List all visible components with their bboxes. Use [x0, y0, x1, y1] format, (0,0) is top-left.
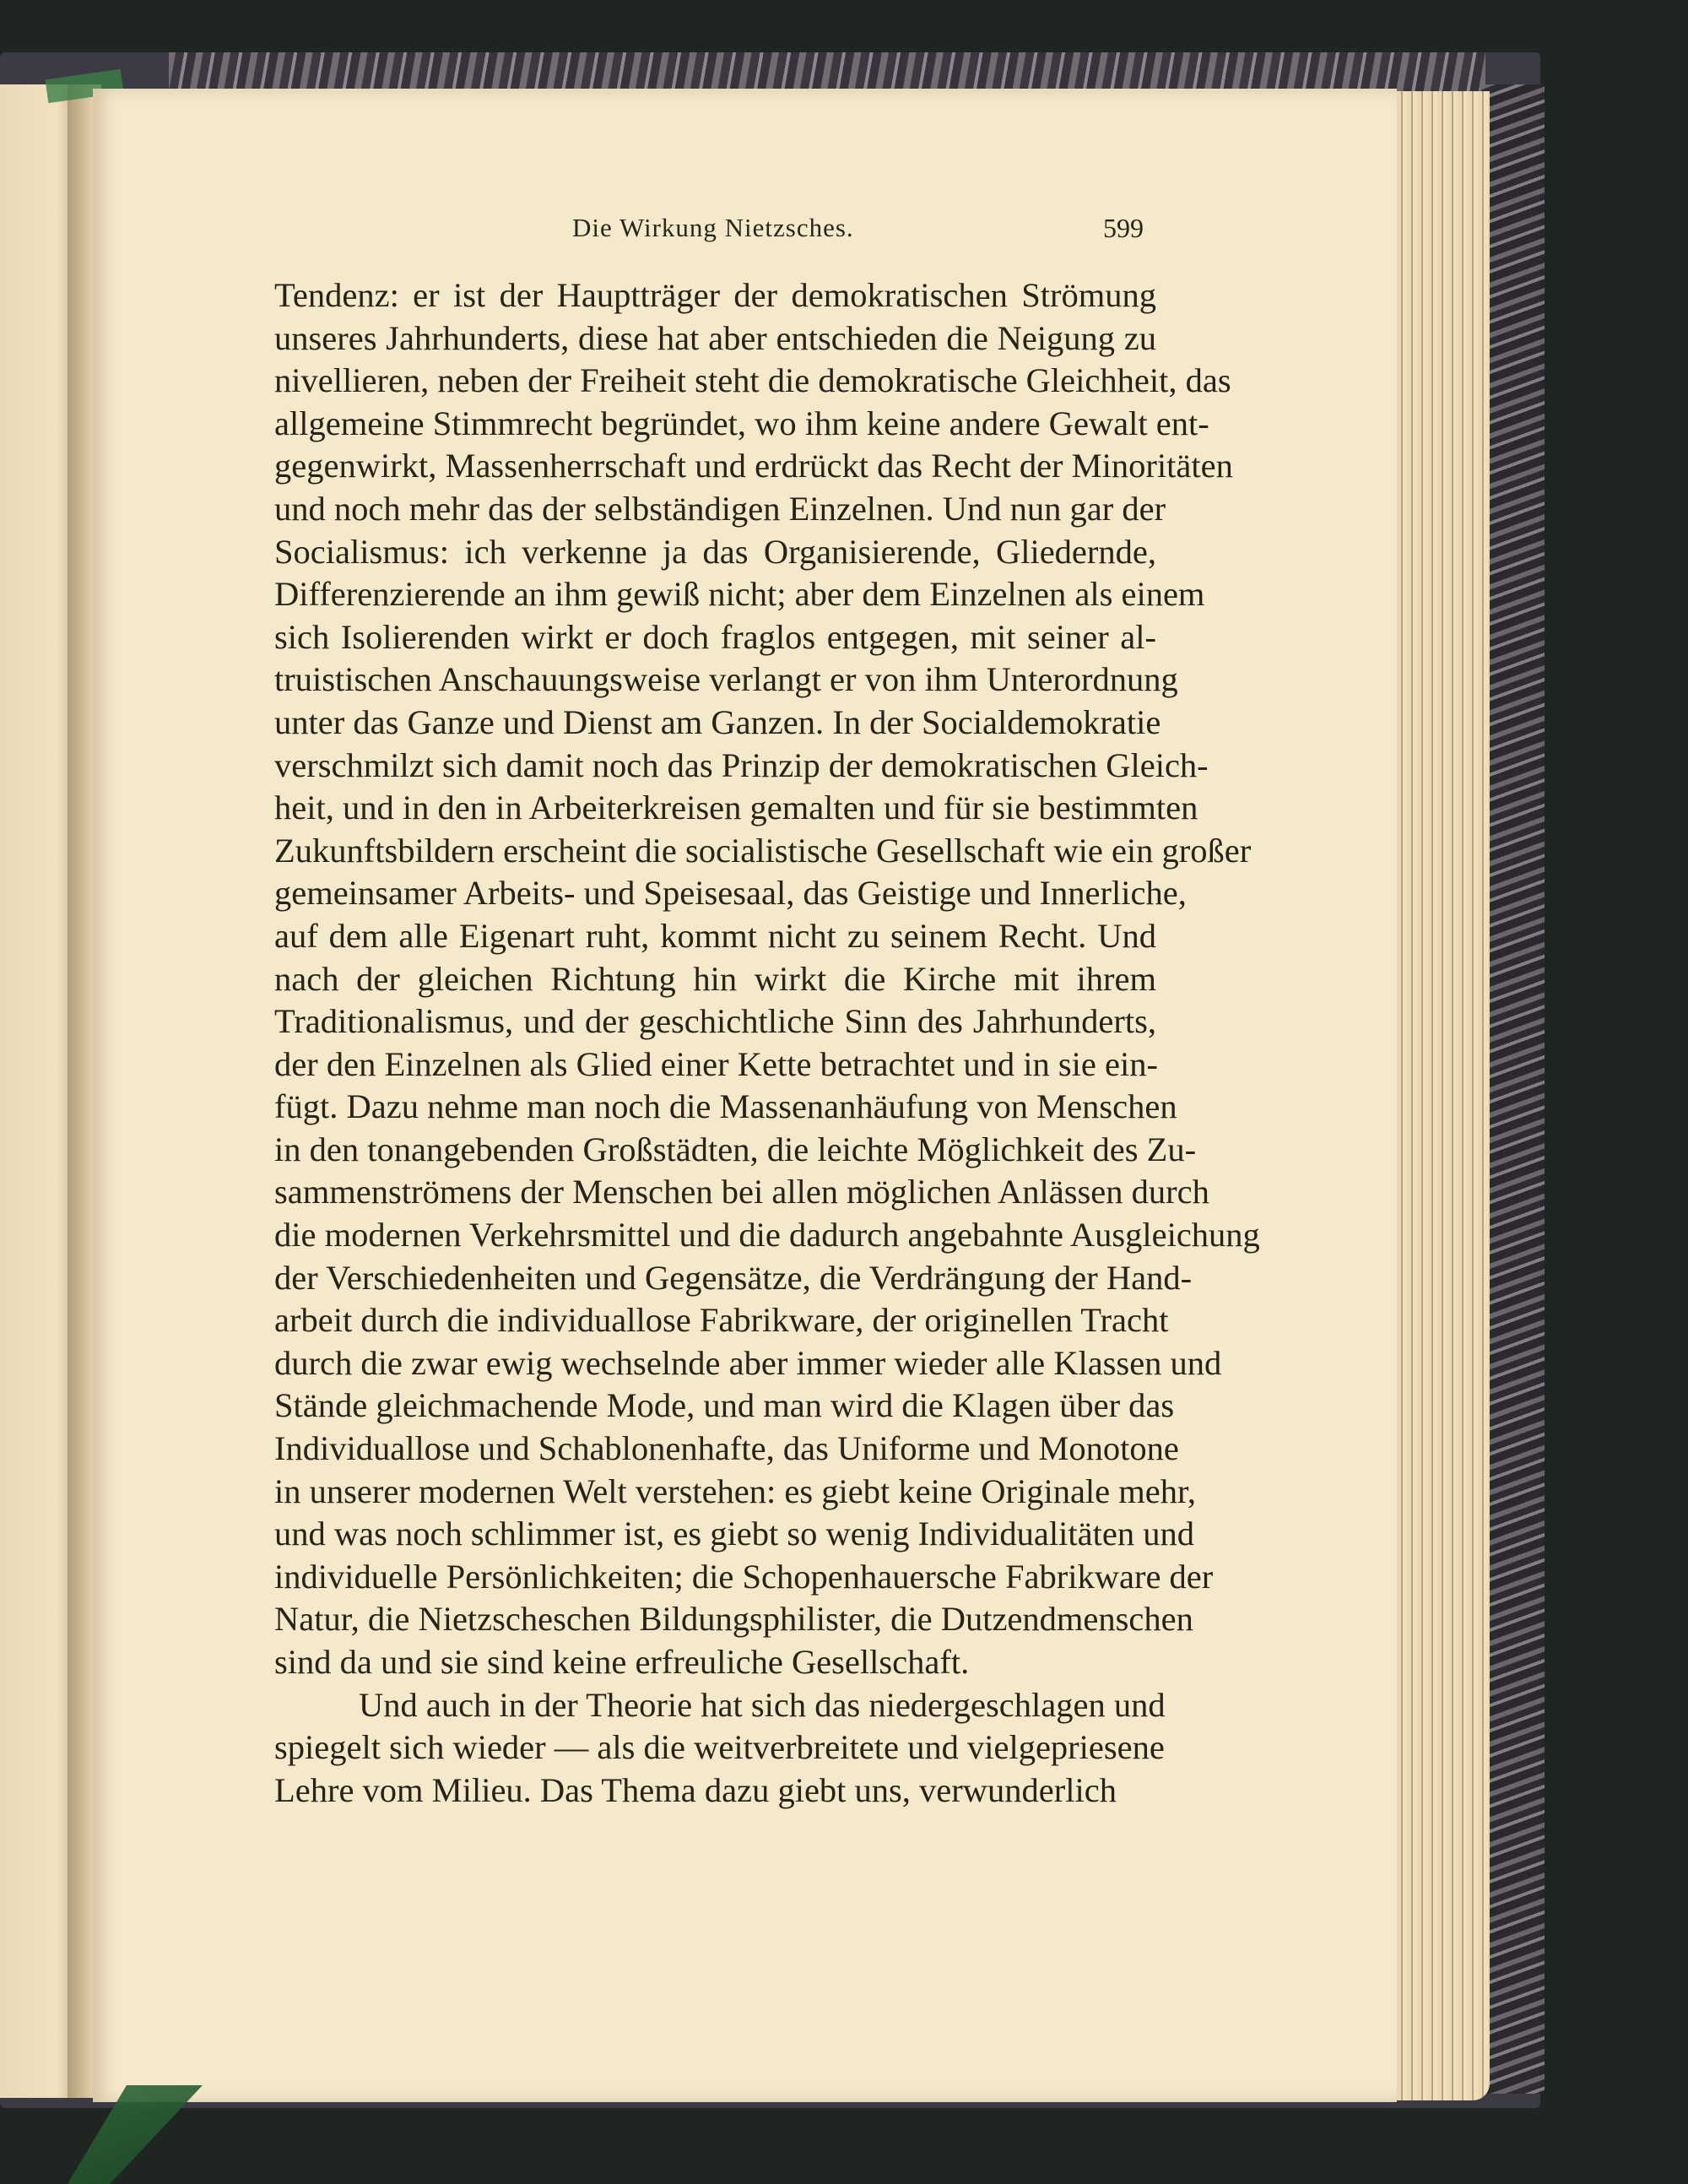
text-line: Zukunftsbildern erscheint die socialistische Gesellschaft wie ein großer: [274, 831, 1252, 870]
text-line: individuelle Persönlichkeiten; die Schopenhauersche Fabrikware der: [274, 1557, 1214, 1596]
text-line: fügt. Dazu nehme man noch die Massenanhäufung von Menschen: [274, 1087, 1177, 1126]
page-edges: [1397, 91, 1490, 2100]
text-line: nach der gleichen Richtung hin wirkt die Kirche mit ihrem: [274, 959, 1156, 998]
text-line: in den tonangebenden Großstädten, die leichte Möglichkeit des Zu-: [274, 1130, 1197, 1168]
cover-marbled-edge-right: [1481, 84, 1545, 2094]
text-line: der Verschiedenheiten und Gegensätze, die Verdrängung der Hand-: [274, 1258, 1193, 1297]
text-line: Stände gleichmachende Mode, und man wird die Klagen über das: [274, 1386, 1175, 1425]
text-line: Individuallose und Schablonenhafte, das Uniforme und Monotone: [274, 1429, 1179, 1468]
text-line: arbeit durch die individuallose Fabrikware, der originellen Tracht: [274, 1301, 1169, 1340]
running-title: Die Wirkung Nietzsches.: [572, 213, 854, 242]
text-line: und was noch schlimmer ist, es giebt so wenig Individualitäten und: [274, 1515, 1194, 1553]
text-line: unter das Ganze und Dienst am Ganzen. In der Socialdemokratie: [274, 702, 1161, 741]
text-line: auf dem alle Eigenart ruht, kommt nicht zu seinem Recht. Und: [274, 916, 1156, 955]
text-line: allgemeine Stimmrecht begründet, wo ihm keine andere Gewalt ent-: [274, 404, 1209, 442]
text-line: unseres Jahrhunderts, diese hat aber entschieden die Neigung zu: [274, 318, 1156, 357]
text-line: die modernen Verkehrsmittel und die dadurch angebahnte Ausgleichung: [274, 1216, 1260, 1255]
text-line: in unserer modernen Welt verstehen: es giebt keine Originale mehr,: [274, 1471, 1196, 1510]
text-line: Tendenz: er ist der Hauptträger der demokratischen Strömung: [274, 276, 1156, 314]
text-line: heit, und in den in Arbeiterkreisen gemalten und für sie bestimmten: [274, 789, 1198, 827]
text-line: gegenwirkt, Massenherrschaft und erdrückt das Recht der Minoritäten: [274, 447, 1233, 485]
page-number: 599: [1103, 213, 1144, 243]
text-line: Lehre vom Milieu. Das Thema dazu giebt uns, verwunderlich: [274, 1770, 1117, 1809]
text-line: Natur, die Nietzscheschen Bildungsphilister, die Dutzendmenschen: [274, 1600, 1193, 1639]
text-line: truistischen Anschauungsweise verlangt er von ihm Unterordnung: [274, 660, 1178, 699]
text-line: Differenzierende an ihm gewiß nicht; aber dem Einzelnen als einem: [274, 575, 1205, 614]
text-line: spiegelt sich wieder — als die weitverbreitete und vielgepriesene: [274, 1728, 1165, 1767]
text-line: Socialismus: ich verkenne ja das Organisierende, Gliedernde,: [274, 532, 1156, 571]
text-line: sind da und sie sind keine erfreuliche Gesellschaft.: [274, 1643, 970, 1681]
text-line: Und auch in der Theorie hat sich das niedergeschlagen und: [359, 1685, 1166, 1724]
text-line: gemeinsamer Arbeits- und Speisesaal, das Geistige und Innerliche,: [274, 874, 1187, 913]
text-line: sammenströmens der Menschen bei allen möglichen Anlässen durch: [274, 1173, 1209, 1211]
text-line: Traditionalismus, und der geschichtliche Sinn des Jahrhunderts,: [274, 1002, 1156, 1041]
page-header: [287, 213, 1144, 257]
text-line: der den Einzelnen als Glied einer Kette betrachtet und in sie ein-: [274, 1044, 1158, 1083]
text-line: verschmilzt sich damit noch das Prinzip der demokratischen Gleich-: [274, 745, 1209, 784]
text-line: sich Isolierenden wirkt er doch fraglos entgegen, mit seiner al-: [274, 617, 1156, 656]
text-line: nivellieren, neben der Freiheit steht die demokratische Gleichheit, das: [274, 361, 1231, 400]
text-line: und noch mehr das der selbständigen Einzelnen. Und nun gar der: [274, 489, 1166, 528]
body-text: [274, 274, 1260, 1812]
text-line: durch die zwar ewig wechselnde aber immer wieder alle Klassen und: [274, 1343, 1222, 1382]
